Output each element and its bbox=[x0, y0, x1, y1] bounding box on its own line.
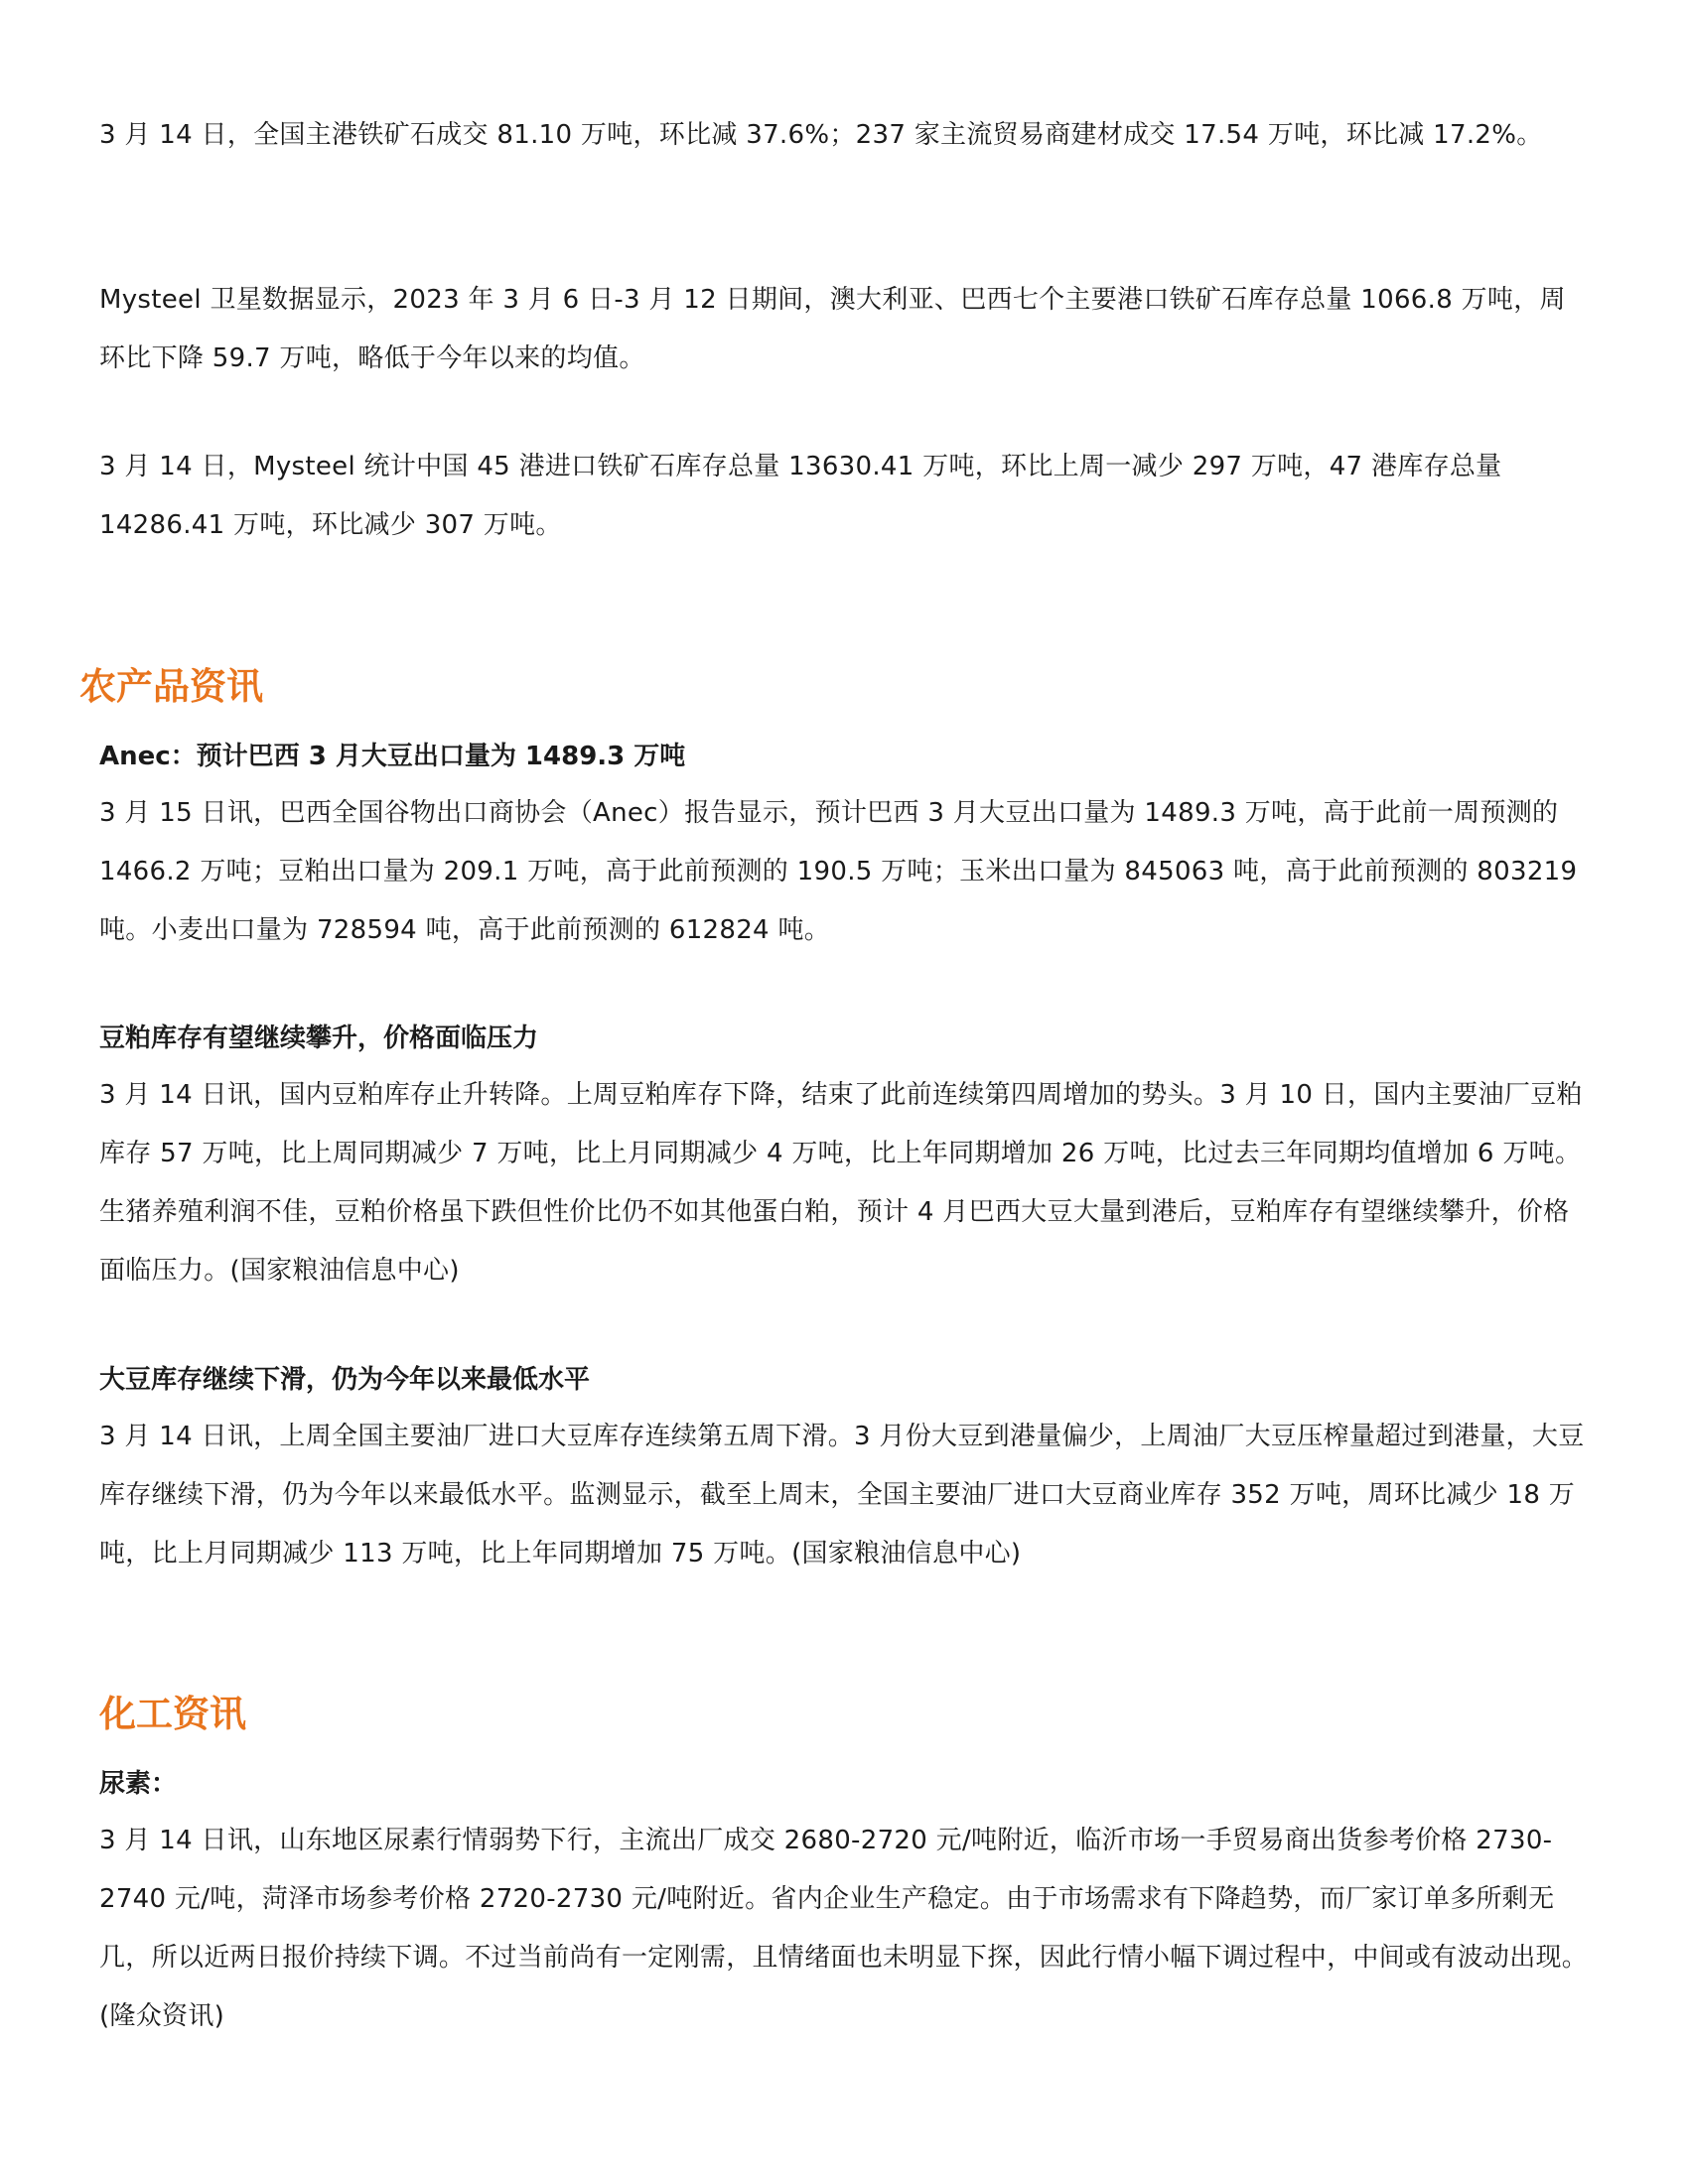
article-title: Anec：预计巴西 3 月大豆出口量为 1489.3 万吨 bbox=[99, 742, 686, 771]
iron-ore-trade-paragraph: 3 月 14 日，全国主港铁矿石成交 81.10 万吨，环比减 37.6%；237 家主流贸易商建材成交 17.54 万吨，环比减 17.2%。 bbox=[99, 120, 1543, 150]
article-body: 3 月 14 日讯，山东地区尿素行情弱势下行，主流出厂成交 2680-2720 元/吨附近，临沂市场一手贸易商出货参考价格 2730-2740 元/吨，菏泽市场参考价格 2720-2730 元/吨附近。省内企业生产稳定。由于市场需求有下降趋势，而厂家订单多所剩无几，所以近两日报价持续下调。不过当前尚有一定刚需，且情绪面也未明显下探，因此行情小幅下调过程中，中间或有波动出现。(隆众资讯) bbox=[99, 1826, 1589, 2031]
port-inventory-paragraph: 3 月 14 日，Mysteel 统计中国 45 港进口铁矿石库存总量 13630.41 万吨，环比上周一减少 297 万吨，47 港库存总量 14286.41 万吨，环比减少 307 万吨。 bbox=[99, 452, 1502, 540]
agri-section-title: 农产品资讯 bbox=[79, 665, 263, 708]
article-title: 尿素： bbox=[99, 1769, 178, 1799]
chem-section-title: 化工资讯 bbox=[99, 1693, 246, 1735]
satellite-data-paragraph: Mysteel 卫星数据显示，2023 年 3 月 6 日-3 月 12 日期间，澳大利亚、巴西七个主要港口铁矿石库存总量 1066.8 万吨，周环比下降 59.7 万吨，略低于今年以来的均值。 bbox=[99, 285, 1566, 373]
article-body: 3 月 14 日讯，上周全国主要油厂进口大豆库存连续第五周下滑。3 月份大豆到港量偏少，上周油厂大豆压榨量超过到港量，大豆库存继续下滑，仍为今年以来最低水平。监测显示，截至上周末，全国主要油厂进口大豆商业库存 352 万吨，周环比减少 18 万吨，比上月同期减少 113 万吨，比上年同期增加 75 万吨。(国家粮油信息中心) bbox=[99, 1422, 1585, 1569]
article-body: 3 月 15 日讯，巴西全国谷物出口商协会（Anec）报告显示，预计巴西 3 月大豆出口量为 1489.3 万吨，高于此前一周预测的 1466.2 万吨；豆粕出口量为 209.1 万吨，高于此前预测的 190.5 万吨；玉米出口量为 845063 吨，高于此前预测的 803219 吨。小麦出口量为 728594 吨，高于此前预测的 612824 吨。 bbox=[99, 798, 1578, 945]
article-body: 3 月 14 日讯，国内豆粕库存止升转降。上周豆粕库存下降，结束了此前连续第四周增加的势头。3 月 10 日，国内主要油厂豆粕库存 57 万吨，比上周同期减少 7 万吨，比上月同期减少 4 万吨，比上年同期增加 26 万吨，比过去三年同期均值增加 6 万吨。生猪养殖利润不佳，豆粕价格虽下跌但性价比仍不如其他蛋白粕，预计 4 月巴西大豆大量到港后，豆粕库存有望继续攀升，价格面临压力。(国家粮油信息中心) bbox=[99, 1080, 1583, 1286]
article-title: 豆粕库存有望继续攀升，价格面临压力 bbox=[99, 1024, 539, 1053]
article-title: 大豆库存继续下滑，仍为今年以来最低水平 bbox=[99, 1365, 591, 1395]
